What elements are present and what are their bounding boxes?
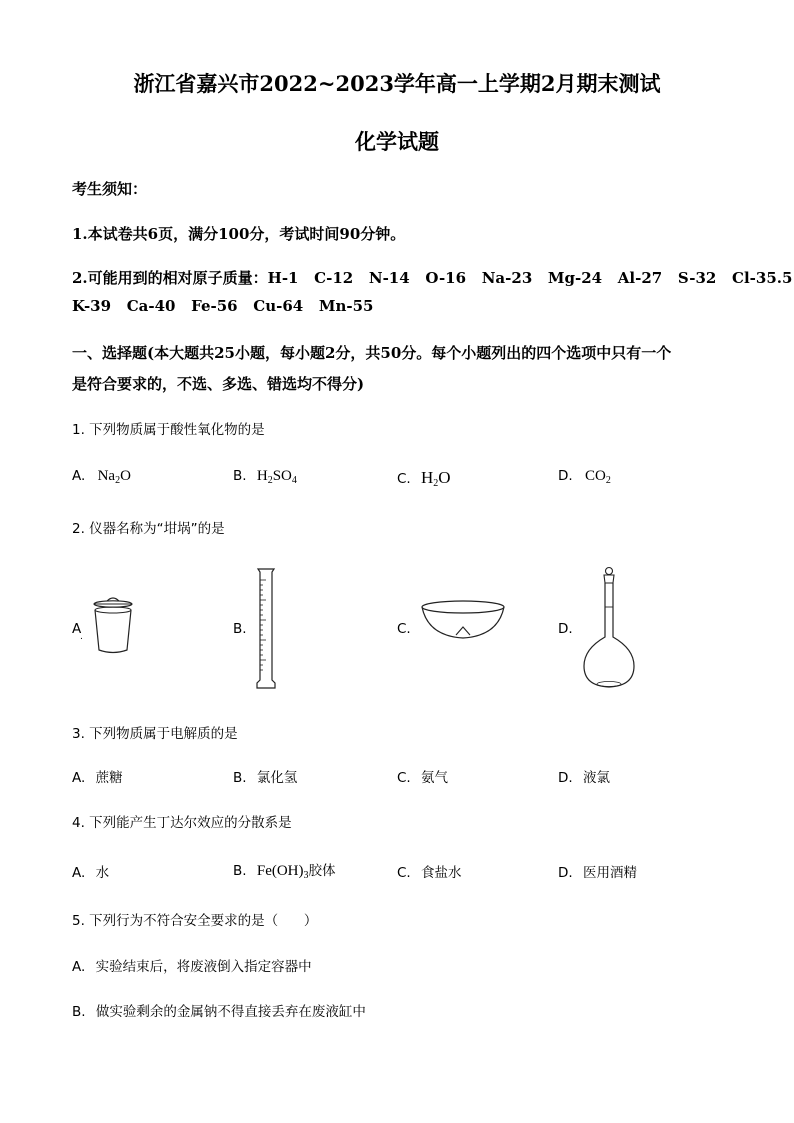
question-2-stem: 2. 仪器名称为“坩埚”的是 (72, 521, 225, 537)
formula-co2: $CO_2$ (584, 468, 611, 486)
q1-option-c[interactable] (397, 468, 451, 489)
option-label: B. (233, 770, 247, 786)
option-label: C. (397, 865, 411, 881)
option-label: C. (397, 621, 411, 637)
option-label: D. (558, 621, 573, 637)
formula-h2so4: $H_2SO_4$ (256, 468, 297, 486)
q1-option-d[interactable] (558, 468, 611, 486)
option-label: A. (72, 770, 86, 786)
option-text: 液氯 (582, 770, 610, 786)
option-label: A. (72, 865, 86, 881)
notice-heading: 考生须知： (72, 180, 148, 198)
notice-line-1: 1.本试卷共6页，满分100分，考试时间90分钟。 (72, 225, 406, 243)
page-title: 浙江省嘉兴市2022~2023学年高一上学期2月期末测试 (133, 71, 661, 96)
option-label: B. (233, 621, 247, 637)
q1-option-b[interactable] (233, 468, 297, 486)
q4-option-c[interactable] (397, 861, 462, 881)
section-heading-line-2: 是符合要求的，不选、多选、错选均不得分) (72, 375, 365, 393)
option-text: 蔗糖 (95, 770, 123, 786)
page-subtitle: 化学试题 (355, 129, 439, 154)
q4-option-a[interactable] (72, 861, 109, 881)
option-label: A. (72, 468, 86, 484)
notice-line-2a: 2.可能用到的相对原子质量：H-1 C-12 N-14 O-16 Na-23 Mg-24 Al-27 S-32 Cl-35.5 (72, 269, 793, 287)
q2-option-b[interactable] (233, 621, 247, 637)
option-text: 做实验剩余的金属钠不得直接丢弃在废液缸中 (95, 1004, 366, 1020)
evaporating-dish-icon (420, 600, 506, 642)
option-text: 食盐水 (421, 865, 462, 881)
q4-option-b[interactable] (233, 859, 336, 881)
option-text: 氨气 (421, 770, 449, 786)
formula-feoh3: $Fe(OH)_3$ (256, 863, 309, 881)
formula-na2o: $Na_2O$ (97, 468, 131, 486)
q5-option-b[interactable] (72, 1000, 366, 1020)
option-label: A (72, 621, 82, 637)
option-label: A. (72, 959, 86, 975)
q1-option-a[interactable] (72, 468, 131, 486)
option-label: B. (233, 863, 247, 879)
q3-option-c[interactable] (397, 766, 448, 786)
question-5-stem: 5. 下列行为不符合安全要求的是（ ） (72, 913, 318, 929)
q3-option-b[interactable] (233, 766, 297, 786)
graduated-cylinder-icon (254, 566, 278, 691)
notice-line-2b: K-39 Ca-40 Fe-56 Cu-64 Mn-55 (72, 297, 374, 315)
option-label: C. (397, 471, 411, 487)
option-text: 氯化氢 (256, 770, 298, 786)
question-3-stem: 3. 下列物质属于电解质的是 (72, 726, 238, 742)
option-label: D. (558, 770, 573, 786)
question-4-stem: 4. 下列能产生丁达尔效应的分散系是 (72, 815, 292, 831)
q2-option-a-dot: . (80, 632, 83, 642)
formula-h2o: $H_2O$ (421, 468, 451, 489)
volumetric-flask-icon (580, 565, 638, 693)
option-label: D. (558, 865, 573, 881)
option-text: 实验结束后，将废液倒入指定容器中 (95, 959, 312, 975)
section-heading-line-1: 一、选择题(本大题共25小题，每小题2分，共50分。每个小题列出的四个选项中只有一个 (72, 344, 672, 362)
option-text: 水 (95, 865, 110, 881)
q2-option-c[interactable] (397, 621, 411, 637)
option-label: B. (233, 468, 247, 484)
crucible-icon (88, 595, 138, 657)
option-label: B. (72, 1004, 86, 1020)
option-label: D. (558, 468, 573, 484)
option-text: 胶体 (308, 863, 336, 879)
q2-option-d[interactable] (558, 621, 573, 637)
q3-option-a[interactable] (72, 766, 123, 786)
option-text: 医用酒精 (582, 865, 637, 881)
option-label: C. (397, 770, 411, 786)
q4-option-d[interactable] (558, 861, 637, 881)
q5-option-a[interactable] (72, 955, 312, 975)
question-1-stem: 1. 下列物质属于酸性氧化物的是 (72, 422, 265, 438)
q3-option-d[interactable] (558, 766, 610, 786)
